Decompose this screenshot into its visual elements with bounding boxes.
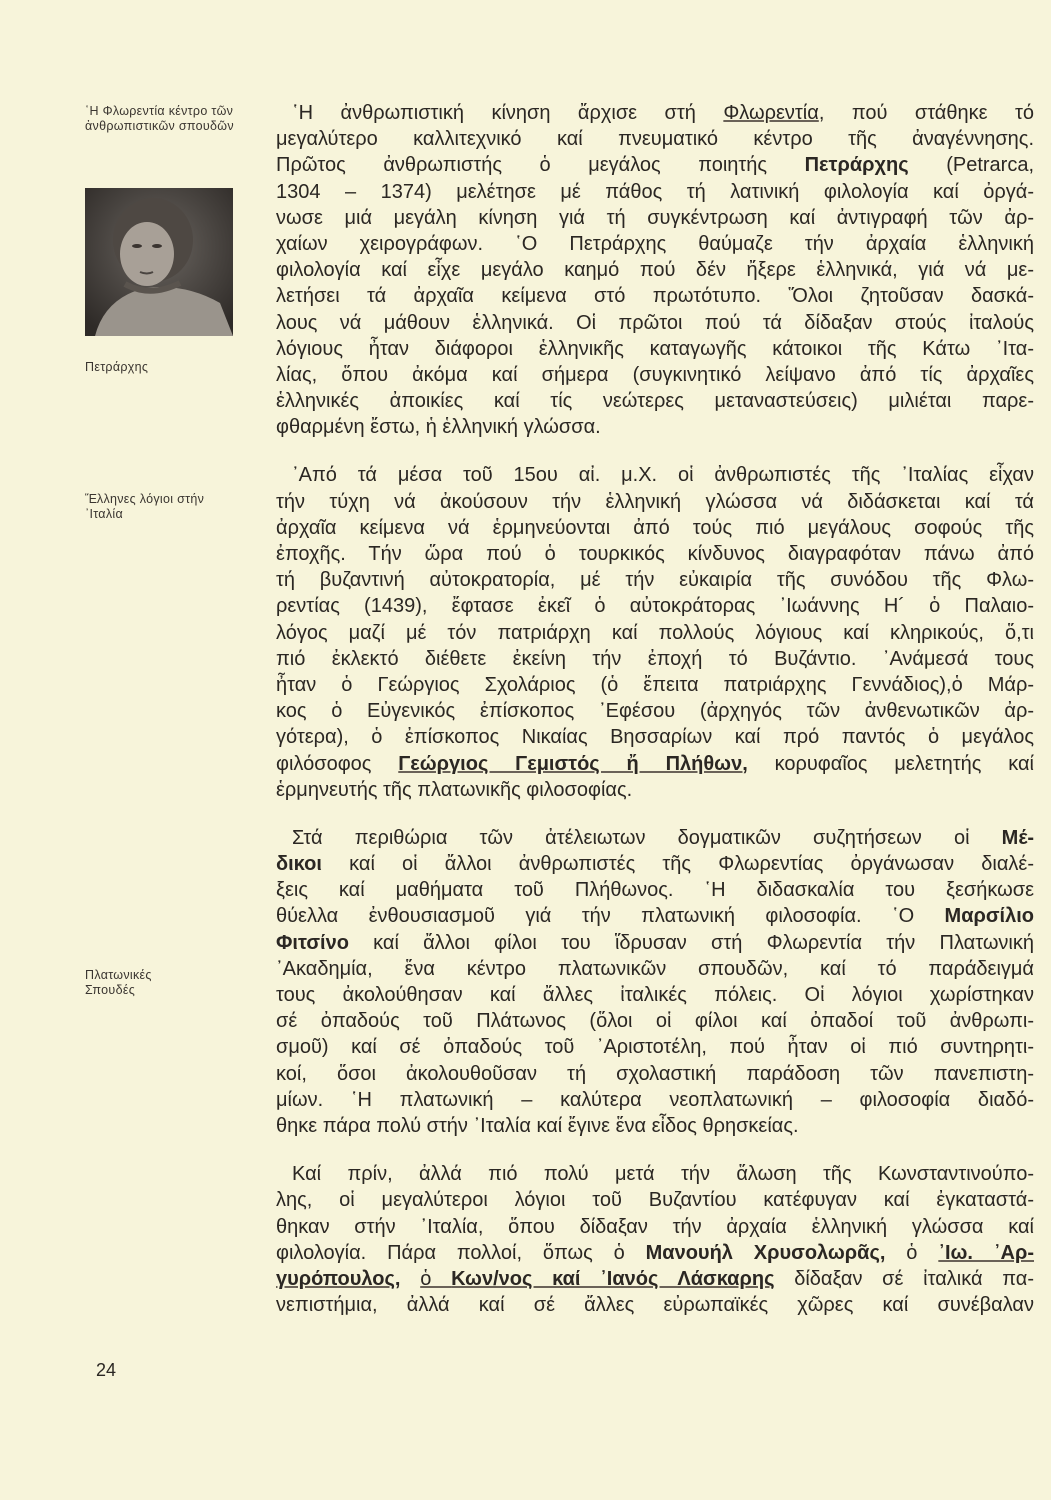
- text-run: κος ὁ Εὐγενικός ἐπίσκοπος ᾿Εφέσου (ἀρχηγός τῶν ἀνθενωτικῶν ἀρ-: [276, 700, 1034, 723]
- text-run: λους νά μάθουν ἑλληνικά. Οἱ πρῶτοι πού τά δίδαξαν στούς ἰταλούς: [276, 311, 1034, 334]
- text-line: [276, 751, 1034, 777]
- text-line: [276, 567, 1034, 593]
- text-line: [276, 1292, 1034, 1318]
- text-run: πιό ἐκλεκτό διέθετε ἐκείνη τήν ἐποχή τό Βυζάντιο. ᾿Ανάμεσά τους: [276, 647, 1034, 670]
- text-run: ῾Η ἀνθρωπιστική κίνηση ἄρχισε στή: [292, 102, 724, 124]
- text-line: [276, 179, 1034, 205]
- text-line: [276, 541, 1034, 567]
- text-run: ὁ: [885, 1241, 939, 1264]
- text-run: νεπιστήμια, ἀλλά καί σέ ἄλλες εὐρωπαϊκές χῶρες καί συνέβαλαν: [276, 1294, 1034, 1317]
- text-line: [276, 283, 1034, 309]
- text-run: ᾿Ακαδημία, ἕνα κέντρο πλατωνικῶν σπουδῶν, καί τό παράδειγμά: [276, 957, 1034, 980]
- paragraph: [276, 100, 1034, 440]
- text-line: [276, 1161, 1034, 1187]
- page-number: 24: [96, 1360, 117, 1380]
- text-line: [276, 698, 1034, 724]
- text-run: νωσε μιά μεγάλη κίνηση γιά τή συγκέντρωση καί ἀντιγραφή τῶν ἀρ-: [276, 206, 1034, 229]
- margin-caption-platonic-studies: Πλατωνικές Σπουδές: [85, 968, 152, 997]
- text-line: [276, 1113, 1034, 1139]
- text-line: [276, 388, 1034, 414]
- text-run: ὁ: [420, 1267, 452, 1290]
- text-line: [276, 126, 1034, 152]
- text-run: σέ ὀπαδούς τοῦ Πλάτωνος (ὅλοι οἱ φίλοι καί ὀπαδοί τοῦ ἀνθρωπι-: [276, 1010, 1034, 1033]
- text-line: [276, 930, 1034, 956]
- emphasized-name: Γεώργιος Γεμιστός ἤ Πλήθων,: [398, 752, 748, 775]
- text-run: θηκε πάρα πολύ στήν ᾿Ιταλία καί ἔγινε ἕνα εἶδος θρησκείας.: [276, 1114, 799, 1137]
- text-run: Πρῶτος ἀνθρωπιστής ὁ μεγάλος ποιητής: [276, 154, 805, 177]
- text-run: [400, 1268, 420, 1290]
- text-run: ἐποχῆς. Τήν ὥρα πού ὁ τουρκικός κίνδυνος διαγραφόταν πάνω ἀπό: [276, 543, 1034, 565]
- text-line: [276, 100, 1034, 126]
- text-line: [276, 956, 1034, 982]
- text-run: σμοῦ) καί σέ ὀπαδούς τοῦ ᾿Αριστοτέλη, πού ἦταν οἱ πιό συντηρητι-: [276, 1036, 1034, 1059]
- text-run: 1304 – 1374) μελέτησε μέ πάθος τή λατινική φιλολογία καί ὀργά-: [276, 180, 1034, 203]
- text-line: [276, 336, 1034, 362]
- text-line: [276, 777, 1034, 803]
- text-run: θύελλα ἐνθουσιασμοῦ γιά τήν πλατωνική φιλοσοφία. ῾Ο: [276, 905, 945, 928]
- emphasized-name: Μέ-: [1001, 826, 1034, 849]
- text-run: θηκαν στήν ᾿Ιταλία, ὅπου δίδαξαν τήν ἀρχαία ἑλληνική γλώσσα καί: [276, 1215, 1034, 1238]
- text-line: [276, 877, 1034, 903]
- portrait-caption: Πετράρχης: [85, 360, 149, 374]
- text-run: ἦταν ὁ Γεώργιος Σχολάριος (ὁ ἔπειτα πατριάρχης Γεννάδιος),ὁ Μάρ-: [276, 673, 1034, 696]
- text-line: [276, 646, 1034, 672]
- text-line: [276, 1008, 1034, 1034]
- text-line: [276, 903, 1034, 929]
- text-line: [276, 257, 1034, 283]
- text-run: μεγαλύτερο καλλιτεχνικό καί πνευματικό κέντρο τῆς ἀναγέννησης.: [276, 128, 1034, 151]
- text-line: [276, 1240, 1034, 1266]
- text-line: [276, 724, 1034, 750]
- text-line: [276, 231, 1034, 257]
- text-run: κοί, ὅσοι ἀκολουθοῦσαν τή σχολαστική παράδοση τῶν πανεπιστη-: [276, 1062, 1034, 1085]
- text-line: [276, 851, 1034, 877]
- text-line: [276, 593, 1034, 619]
- text-run: δίδαξαν σέ ἰταλικά πα-: [774, 1267, 1034, 1290]
- text-run: ἀρχαῖα κείμενα νά ἑρμηνεύονται ἀπό τούς πιό μεγάλους σοφούς τῆς: [276, 516, 1034, 539]
- emphasized-name: Κων/νος καί ᾿Ιανός Λάσκαρης: [451, 1267, 775, 1290]
- text-line: [276, 310, 1034, 336]
- text-run: ξεις καί μαθήματα τοῦ Πλήθωνος. ῾Η διδασκαλία του ξεσήκωσε: [276, 879, 1034, 902]
- text-run: λόγιους ἦταν διάφοροι ἑλληνικῆς καταγωγῆς κάτοικοι τῆς Κάτω ᾿Ιτα-: [276, 337, 1034, 360]
- text-run: κορυφαῖος μελετητής καί: [747, 752, 1034, 775]
- text-line: [276, 672, 1034, 698]
- text-run: τους ἀκολούθησαν καί ἄλλες ἰταλικές πόλεις. Οἱ λόγιοι χωρίστηκαν: [276, 984, 1034, 1006]
- text-line: [276, 515, 1034, 541]
- text-line: [276, 414, 1034, 440]
- text-run: Στά περιθώρια τῶν ἀτέλειωτων δογματικῶν συζητήσεων οἱ: [292, 826, 1002, 849]
- text-run: λετήσει τά ἀρχαῖα κείμενα στό πρωτότυπο. Ὅλοι ζητοῦσαν δασκά-: [276, 285, 1034, 308]
- paragraph: [276, 462, 1034, 802]
- emphasized-name: γυρόπουλος,: [276, 1267, 401, 1290]
- text-line: [276, 205, 1034, 231]
- text-run: Φλωρεντία: [723, 102, 819, 124]
- text-run: μίων. ῾Η πλατωνική – καλύτερα νεοπλατωνική – φιλοσοφία διαδό-: [276, 1088, 1034, 1111]
- text-run: τή βυζαντινή αὐτοκρατορία, μέ τήν εὐκαιρία τῆς συνόδου τῆς Φλω-: [276, 569, 1034, 592]
- text-run: καί ἄλλοι φίλοι του ἵδρυσαν στή Φλωρεντία τήν Πλατωνική: [348, 931, 1034, 954]
- text-line: [276, 825, 1034, 851]
- body-text: [276, 100, 1034, 1340]
- text-run: φθαρμένη ἔστω, ἡ ἑλληνική γλώσσα.: [276, 416, 601, 439]
- text-run: λόγος μαζί μέ τόν πατριάρχη καί πολλούς λόγιους καί κληρικούς, ὅ,τι: [276, 621, 1034, 644]
- text-run: (Petrarca,: [908, 154, 1034, 177]
- text-line: [276, 489, 1034, 515]
- text-line: [276, 462, 1034, 488]
- text-run: φιλόσοφος: [276, 752, 399, 775]
- text-line: [276, 982, 1034, 1008]
- text-run: τήν τύχη νά ἀκούσουν τήν ἑλληνική γλώσσα νά διδάσκεται καί τά: [276, 490, 1034, 513]
- text-run: φιλολογία καί εἶχε μεγάλο καημό πού δέν ἤξερε ἑλληνικά, γιά νά με-: [276, 259, 1034, 282]
- text-run: ρεντίας (1439), ἔφτασε ἐκεῖ ὁ αὐτοκράτορας ᾿Ιωάννης Η´ ὁ Παλαιο-: [276, 595, 1034, 618]
- emphasized-name: δικοι: [276, 853, 322, 876]
- text-run: λίας, ὅπου ἀκόμα καί σήμερα (συγκινητικό λείψανο ἀπό τίς ἀρχαῖες: [276, 363, 1034, 386]
- emphasized-name: Φιτσίνο: [276, 931, 349, 954]
- text-run: , πού στάθηκε τό: [818, 102, 1035, 124]
- margin-caption-greek-scholars: Ἕλληνες λόγιοι στήν ᾿Ιταλία: [85, 492, 205, 521]
- emphasized-name: Μαρσίλιο: [944, 905, 1034, 928]
- text-line: [276, 1187, 1034, 1213]
- text-line: [276, 1061, 1034, 1087]
- margin-caption-florence: ῾Η Φλωρεντία κέντρο τῶν ἀνθρωπιστικῶν σπουδῶν: [85, 104, 234, 133]
- petrarch-portrait: [85, 188, 233, 336]
- paragraph: [276, 825, 1034, 1139]
- text-run: γότερα), ὁ ἐπίσκοπος Νικαίας Βησσαρίων καί πρό παντός ὁ μεγάλος: [276, 726, 1034, 749]
- text-run: Καί πρίν, ἀλλά πιό πολύ μετά τήν ἅλωση τῆς Κωνσταντινούπο-: [292, 1163, 1034, 1186]
- text-line: [276, 1214, 1034, 1240]
- text-run: καί οἱ ἄλλοι ἀνθρωπιστές τῆς Φλωρεντίας ὀργάνωσαν διαλέ-: [321, 853, 1034, 876]
- text-line: [276, 1266, 1034, 1292]
- text-line: [276, 362, 1034, 388]
- text-line: [276, 152, 1034, 178]
- text-line: [276, 1087, 1034, 1113]
- emphasized-name: Μανουήλ Χρυσολωρᾶς,: [645, 1241, 886, 1264]
- text-line: [276, 620, 1034, 646]
- text-run: χαίων χειρογράφων. ῾Ο Πετράρχης θαύμαζε τήν ἀρχαία ἑλληνική: [276, 232, 1034, 255]
- text-run: ἑλληνικές ἀποικίες καί τίς νεώτερες μεταναστεύσεις) μιλιέται παρε-: [276, 390, 1034, 413]
- emphasized-name: Πετράρχης: [804, 154, 909, 177]
- text-run: ἑρμηνευτής τῆς πλατωνικῆς φιλοσοφίας.: [276, 778, 633, 801]
- text-line: [276, 1034, 1034, 1060]
- emphasized-name: ᾿Ιω. ᾿Αρ-: [938, 1241, 1034, 1264]
- text-run: λης, οἱ μεγαλύτεροι λόγιοι τοῦ Βυζαντίου κατέφυγαν καί ἐγκαταστά-: [276, 1189, 1034, 1212]
- text-run: φιλολογία. Πάρα πολλοί, ὅπως ὁ: [276, 1241, 646, 1264]
- text-run: ᾿Από τά μέσα τοῦ 15ου αἰ. μ.Χ. οἱ ἀνθρωπιστές τῆς ᾿Ιταλίας εἶχαν: [292, 464, 1034, 487]
- paragraph: [276, 1161, 1034, 1318]
